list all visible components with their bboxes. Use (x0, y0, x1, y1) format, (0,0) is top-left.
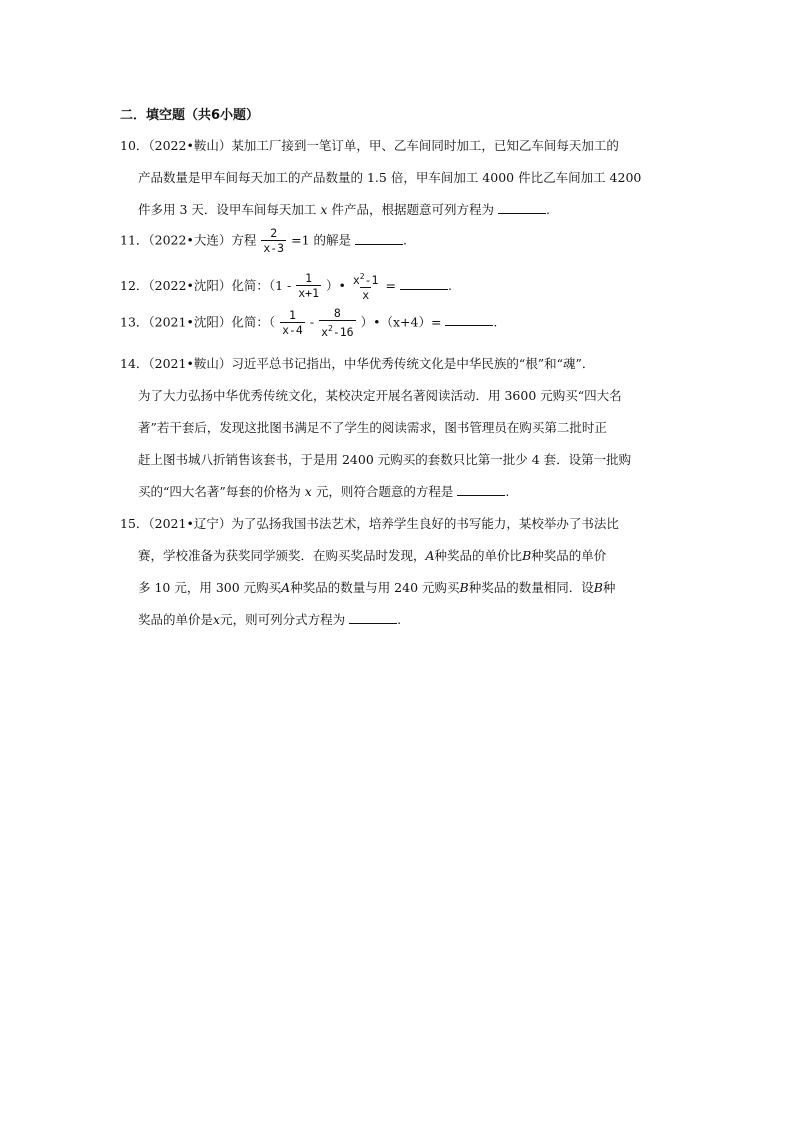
answer-blank (355, 233, 403, 245)
answer-blank (457, 484, 505, 496)
q14-line-1: 14．（2021•鞍山）习近平总书记指出，中华优秀传统文化是中华民族的“根”和“魂”． (120, 356, 595, 371)
fraction: $\frac{x^2-1}{x}$ (352, 272, 379, 302)
q14-line-2: 为了大力弘扬中华优秀传统文化，某校决定开展名著阅读活动．用 3600 元购买“四大名 (138, 388, 622, 403)
variable-x: x (304, 484, 312, 499)
q10-line-3: 件多用 3 天．设甲车间每天加工 x 件产品，根据题意可列方程为 . (138, 202, 550, 217)
q15-line-1: 15．（2021•辽宁）为了弘扬我国书法艺术，培养学生良好的书写能力，某校举办了书法比 (120, 516, 619, 531)
q15-line-3: 多 10 元，用 300 元购买A种奖品的数量与用 240 元购买B种奖品的数量相同．设B种 (138, 580, 616, 595)
section-title: 二．填空题（共6小题） (120, 108, 260, 123)
fraction: $\frac{8}{x^2-16}$ (321, 306, 354, 339)
fraction: $\frac{1}{x+1}$ (298, 271, 320, 301)
q14-line-5: 买的“四大名著”每套的价格为 x 元，则符合题意的方程是 . (138, 484, 510, 499)
answer-blank (445, 314, 493, 326)
question-13: 13．（2021•沈阳）化简：（ $\frac{1}{x-4}$ - $\frac{8}{x^2-16}$ ）•（x+4）= . (120, 306, 498, 339)
fraction: $\frac{2}{x-3}$ (263, 226, 285, 255)
variable-x: x (320, 202, 328, 217)
q14-line-3: 著”若干套后，发现这批图书满足不了学生的阅读需求，图书管理员在购买第二批时正 (138, 420, 607, 435)
q10-line-2: 产品数量是甲车间每天加工的产品数量的 1.5 倍，甲车间加工 4000 件比乙车间加工 4200 (138, 170, 642, 185)
question-12: 12．（2022•沈阳）化简：（1 - $\frac{1}{x+1}$ ）• $\frac{x^2-1}{x}$ = . (120, 271, 452, 302)
q14-line-4: 赶上图书城八折销售该套书，于是用 2400 元购买的套数只比第一批少 4 套．设第一批购 (138, 452, 632, 467)
q15-line-4: 奖品的单价是x元，则可列分式方程为 . (138, 612, 402, 627)
answer-blank (498, 202, 546, 214)
q15-line-2: 赛，学校准备为获奖同学颁奖．在购买奖品时发现，A种奖品的单价比B种奖品的单价 (138, 548, 607, 563)
variable-x: x (213, 612, 221, 627)
question-11: 11．（2022•大连）方程 $\frac{2}{x-3}$ =1 的解是 . (120, 226, 407, 255)
answer-blank (400, 278, 448, 290)
answer-blank (349, 612, 397, 624)
fraction: $\frac{1}{x-4}$ (282, 307, 303, 337)
q10-line-1: 10．（2022•鞍山）某加工厂接到一笔订单，甲、乙车间同时加工，已知乙车间每天加工的 (120, 138, 619, 153)
